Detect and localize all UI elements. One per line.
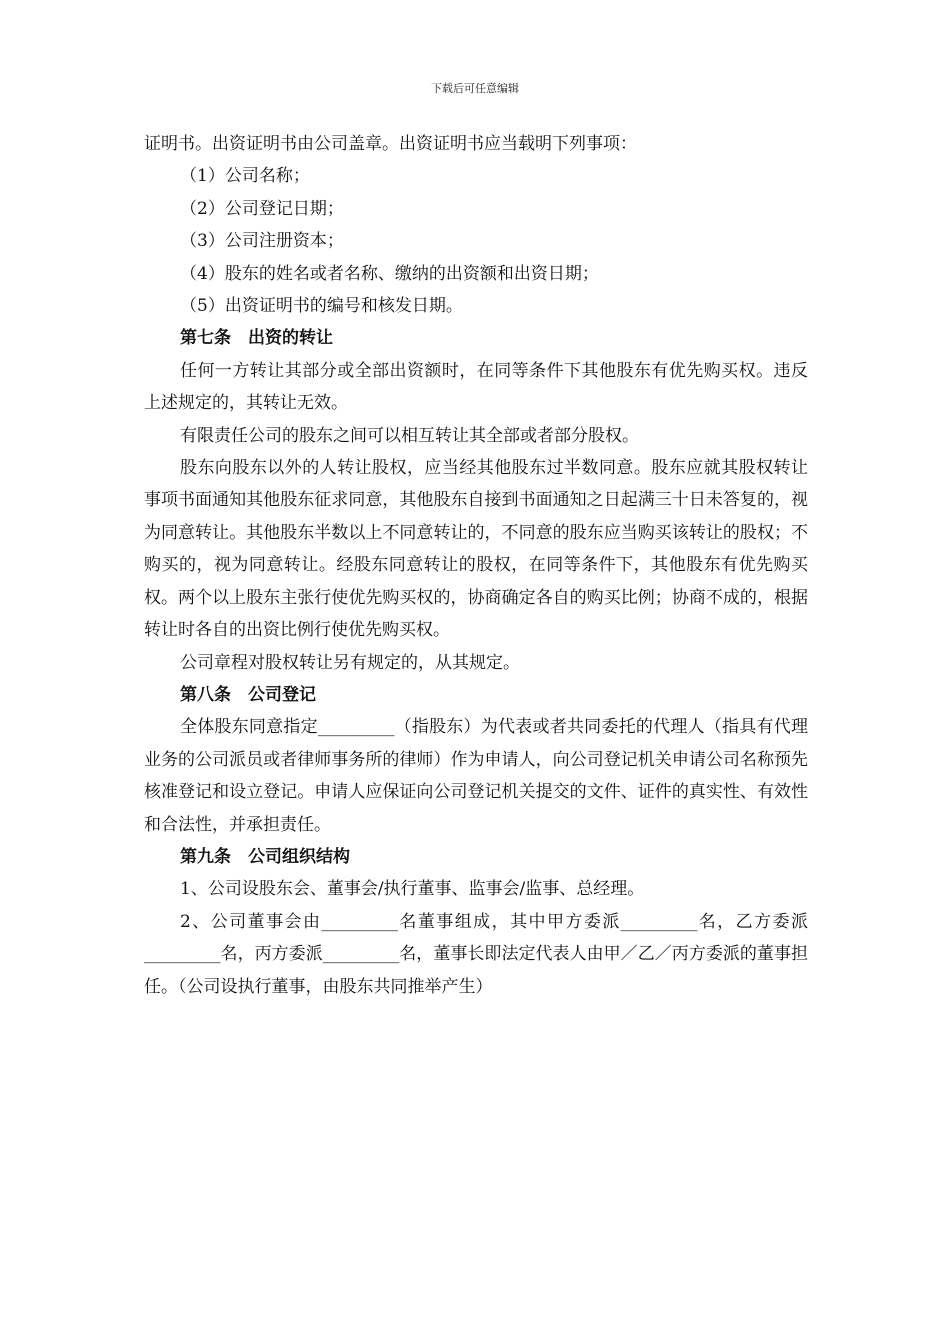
paragraph: 1、公司设股东会、董事会/执行董事、监事会/监事、总经理。 [180,879,645,900]
list-item: （3）公司注册资本； [180,231,344,252]
section-heading: 第九条 公司组织结构 [180,846,350,867]
document-body [144,128,808,1003]
paragraph: 公司章程对股权转让另有规定的，从其规定。 [180,652,520,673]
section-heading: 第八条 公司登记 [180,684,316,705]
paragraph: 有限责任公司的股东之间可以相互转让其全部或者部分股权。 [180,425,639,446]
paragraph: 全体股东同意指定_________（指股东）为代表或者共同委托的代理人（指具有代理业务的公司派员或者律师事务所的律师）作为申请人，向公司登记机关申请公司名称预先核准登记和设立登记。申请人应保证向公司登记机关提交的文件、证件的真实性、有效性和合法性，并承担责任。 [144,717,808,835]
paragraph: 任何一方转让其部分或全部出资额时，在同等条件下其他股东有优先购买权。违反上述规定的，其转让无效。 [144,360,808,414]
list-item: （5）出资证明书的编号和核发日期。 [180,296,463,317]
section-heading: 第七条 出资的转让 [180,328,333,349]
paragraph: 2、公司董事会由_________名董事组成，其中甲方委派_________名，乙方委派_________名，丙方委派_________名，董事长即法定代表人由甲／乙／丙方委派的董事担任。（公司设执行董事，由股东共同推举产生） [144,911,808,997]
paragraph: 证明书。出资证明书由公司盖章。出资证明书应当载明下列事项： [144,134,637,154]
paragraph: 股东向股东以外的人转让股权，应当经其他股东过半数同意。股东应就其股权转让事项书面通知其他股东征求同意，其他股东自接到书面通知之日起满三十日未答复的，视为同意转让。其他股东半数以上不同意转让的，不同意的股东应当购买该转让的股权；不购买的，视为同意转让。经股东同意转让的股权，在同等条件下，其他股东有优先购买权。两个以上股东主张行使优先购买权的，协商确定各自的购买比例；协商不成的，根据转让时各自的出资比例行使优先购买权。 [144,458,808,641]
list-item: （1）公司名称； [180,166,310,187]
list-item: （2）公司登记日期； [180,198,344,219]
page-header: 下载后可任意编辑 [431,82,519,95]
list-item: （4）股东的姓名或者名称、缴纳的出资额和出资日期； [180,263,599,284]
